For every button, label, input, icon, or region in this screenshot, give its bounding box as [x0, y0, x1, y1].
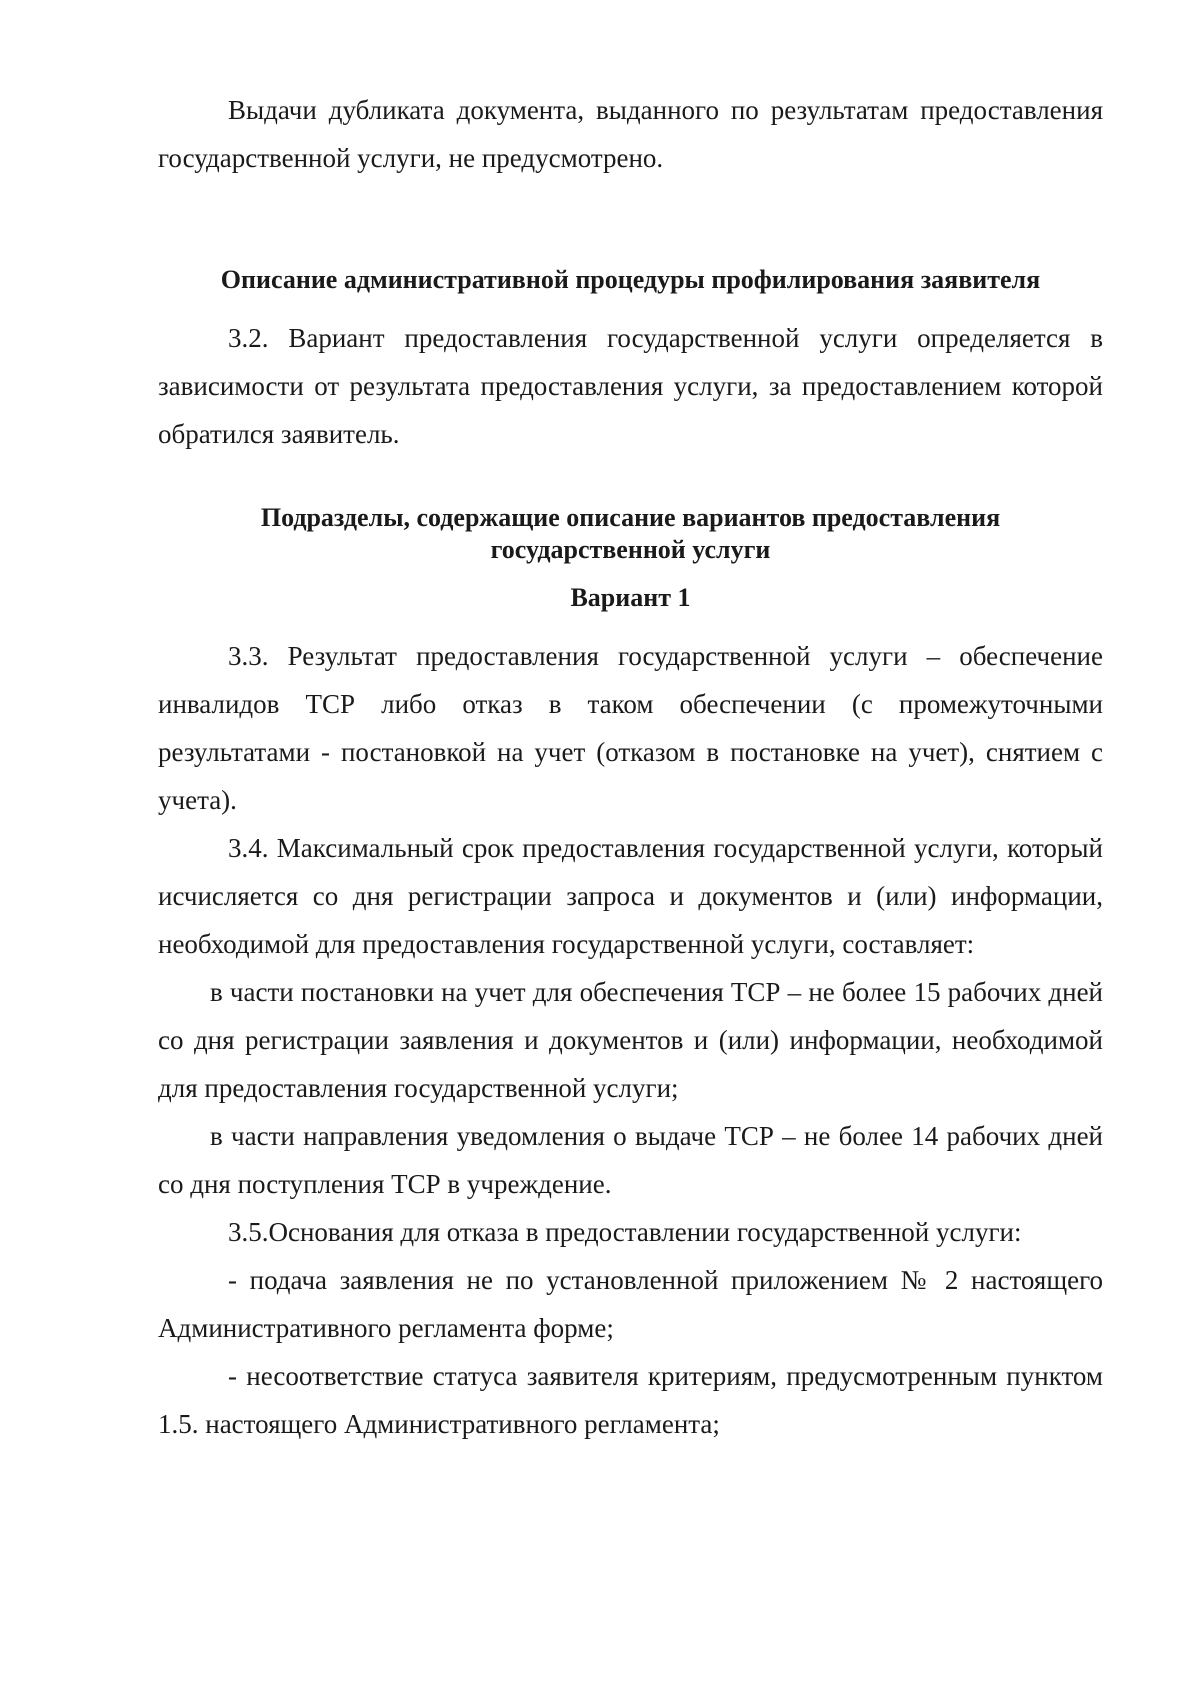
paragraph-3-5: 3.5.Основания для отказа в предоставлении государственной услуги: [228, 1217, 1022, 1247]
heading-subsections-line1: Подразделы, содержащие описание вариантов предоставления [260, 503, 1001, 532]
paragraph-3-4: 3.4. Максимальный срок предоставления государственной услуги, который исчисляется со дня регистрации запроса и документов и (или) информации, необходимой для предоставления государственной услуги, составляет: [158, 833, 1103, 959]
paragraph-3-5-b: - несоответствие статуса заявителя критериям, предусмотренным пунктом 1.5. настоящего Административного регламента; [158, 1361, 1103, 1439]
paragraph-3-3: 3.3. Результат предоставления государственной услуги – обеспечение инвалидов ТСР либо отказ в таком обеспечении (с промежуточными результатами - постановкой на учет (отказом в постановке на учет), снятием с учета). [158, 641, 1103, 815]
paragraph-duplicate: Выдачи дубликата документа, выданного по результатам предоставления государственной услуги, не предусмотрено. [158, 95, 1103, 173]
paragraph-3-2: 3.2. Вариант предоставления государственной услуги определяется в зависимости от результата предоставления услуги, за предоставлением которой обратился заявитель. [158, 323, 1103, 449]
heading-profiling: Описание административной процедуры профилирования заявителя [220, 265, 1041, 294]
document-body [158, 86, 1103, 1448]
paragraph-3-5-a: - подача заявления не по установленной приложением № 2 настоящего Административного регламента форме; [158, 1265, 1103, 1343]
paragraph-3-4-a: в части постановки на учет для обеспечения ТСР – не более 15 рабочих дней со дня регистрации заявления и документов и (или) информации, необходимой для предоставления государственной услуги; [158, 977, 1103, 1103]
heading-variant: Вариант 1 [570, 583, 691, 612]
heading-subsections-line2: государственной услуги [490, 535, 771, 564]
paragraph-3-4-b: в части направления уведомления о выдаче ТСР – не более 14 рабочих дней со дня поступления ТСР в учреждение. [158, 1121, 1103, 1199]
